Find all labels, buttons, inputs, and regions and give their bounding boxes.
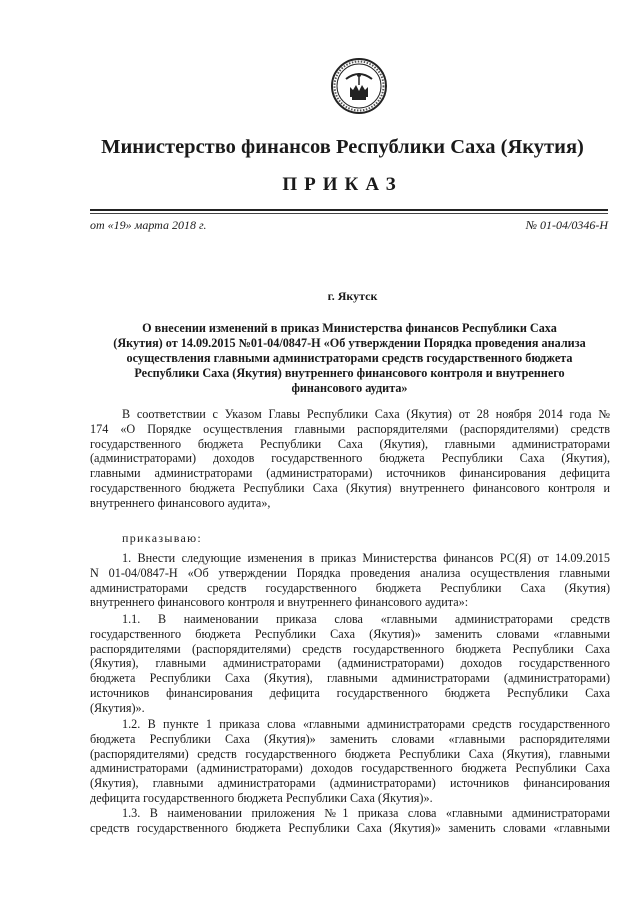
item-1-2-paragraph bbox=[90, 717, 610, 806]
item-1-3-paragraph bbox=[90, 806, 610, 836]
subject-line: осуществления главными администраторами средств государственного бюджета bbox=[126, 351, 573, 365]
order-title: ПРИКАЗ bbox=[282, 174, 403, 195]
text-line: распорядителями (распорядителями) средств государственного бюджета Республики Саха bbox=[90, 641, 610, 656]
text-line: дефицита государственного бюджета Республики Саха (Якутия)». bbox=[90, 790, 433, 805]
text-line: (Якутия)». bbox=[90, 700, 145, 715]
text-line: бюджета Республики Саха (Якутия), главными администраторами (администраторами) bbox=[90, 671, 610, 686]
text-line: 1.1. В наименовании приказа слова «главными администраторами средств bbox=[122, 612, 610, 626]
order-subject bbox=[92, 321, 607, 396]
item-1-paragraph bbox=[90, 551, 610, 610]
text-line: 1. Внести следующие изменения в приказ Министерства финансов РС(Я) от 14.09.2015 bbox=[122, 551, 610, 565]
subject-line: Республики Саха (Якутия) внутреннего финансового контроля и внутреннего bbox=[134, 366, 565, 380]
text-line: (Якутия), главными администраторами (администраторами) доходов государственного bbox=[90, 656, 610, 671]
text-line: средств государственного бюджета Республики Саха (Якутия)» заменить словами «главными bbox=[90, 820, 610, 835]
text-line: (Якутия), главными администраторами (администраторами) источников финансирования bbox=[90, 776, 610, 791]
text-line: внутреннего финансового контроля и внутреннего финансового аудита»: bbox=[90, 595, 469, 610]
order-date: от «19» марта 2018 г. bbox=[90, 218, 207, 232]
text-line: N 01-04/0847-Н «Об утверждении Порядка проведения анализа осуществления главными bbox=[90, 565, 610, 580]
text-line: (администраторами) доходов государственного бюджета Республики Саха (Якутия), bbox=[90, 451, 610, 466]
text-line: государственного бюджета Республики Саха (Якутия)» заменить словами «главными bbox=[90, 626, 610, 641]
ministry-name: Министерство финансов Республики Саха (Якутия) bbox=[101, 136, 584, 158]
text-line: 1.2. В пункте 1 приказа слова «главными администраторами средств государственного bbox=[122, 717, 610, 731]
text-line: администраторами (администраторами) доходов государственного бюджета Республики Саха bbox=[90, 761, 610, 776]
text-line: 174 «О Порядке осуществления главными распорядителями (распорядителями) средств bbox=[90, 421, 610, 436]
subject-line: финансового аудита» bbox=[291, 381, 408, 395]
text-line: 1.3. В наименовании приложения №1 приказа слова «главными администраторами bbox=[122, 806, 610, 820]
header-divider bbox=[90, 209, 608, 211]
text-line: государственного бюджета Республики Саха (Якутия) внутреннего финансового контроля и bbox=[90, 480, 610, 495]
subject-line: (Якутия) от 14.09.2015 №01-04/0847-Н «Об утверждении Порядка проведения анализа bbox=[113, 336, 586, 350]
text-line: В соответствии с Указом Главы Республики Саха (Якутия) от 28 ноября 2014 года № bbox=[122, 407, 610, 421]
text-line: главными администраторами (администраторами) источников финансирования дефицита bbox=[90, 466, 610, 481]
coat-of-arms-emblem bbox=[330, 57, 388, 115]
text-line: внутреннего финансового аудита», bbox=[90, 495, 271, 510]
subject-line: О внесении изменений в приказ Министерства финансов Республики Саха bbox=[142, 321, 557, 335]
order-number: № 01-04/0346-Н bbox=[525, 218, 608, 232]
intro-paragraph bbox=[90, 407, 610, 511]
city-name: г. Якутск bbox=[327, 289, 378, 303]
text-line: государственного бюджета Республики Саха (Якутия), главными администраторами bbox=[90, 436, 610, 451]
text-line: источников финансирования дефицита государственного бюджета Республики Саха bbox=[90, 685, 610, 700]
text-line: (распорядителями) средств государственного бюджета Республики Саха (Якутия), главными bbox=[90, 746, 610, 761]
text-line: администраторами средств государственного бюджета Республики Саха (Якутия) bbox=[90, 580, 610, 595]
item-1-1-paragraph bbox=[90, 612, 610, 716]
header-divider-thin bbox=[90, 213, 608, 214]
text-line: бюджета Республики Саха (Якутия)» заменить словами «главными распорядителями bbox=[90, 731, 610, 746]
prikazyvayu-label: приказываю: bbox=[122, 531, 203, 545]
